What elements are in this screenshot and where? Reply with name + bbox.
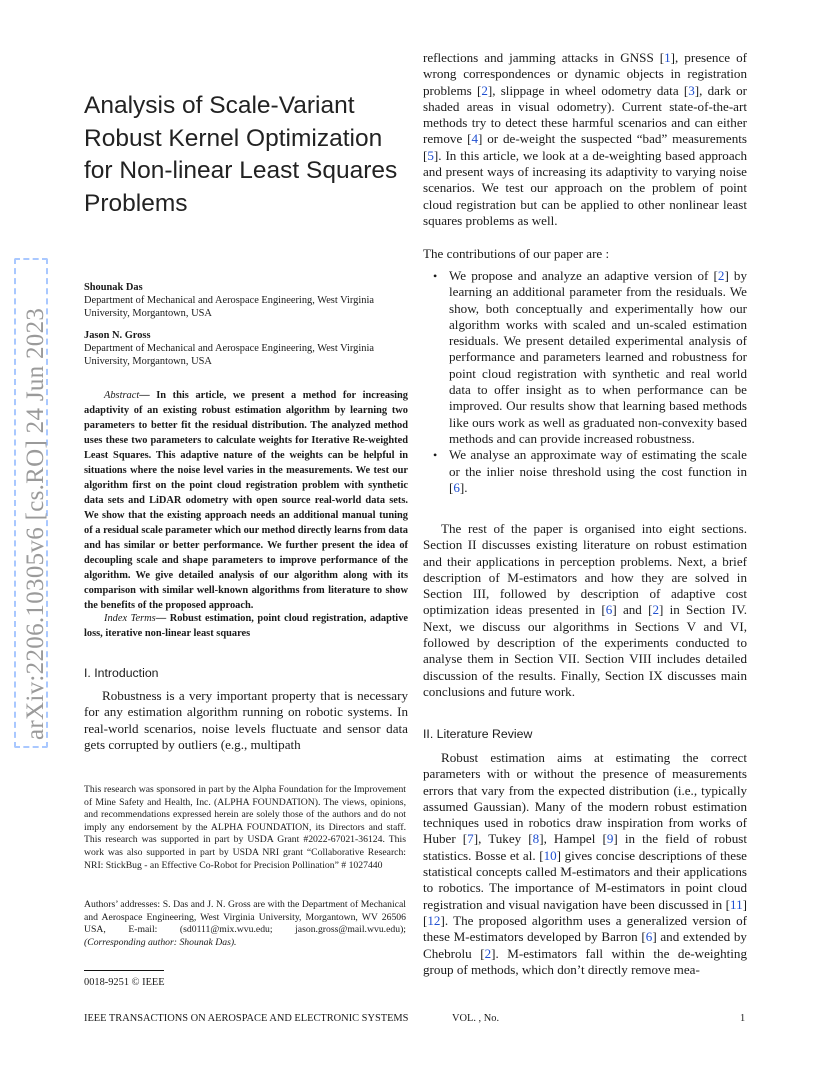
citation-link[interactable]: 6 [645,929,653,945]
citation-link[interactable]: 6 [605,602,613,618]
arxiv-stamp-text: arXiv:2206.10305v6 [cs.RO] 24 Jun 2023 [22,307,49,740]
author-name: Jason N. Gross [84,330,151,341]
intro-paragraph: Robustness is a very important property that is necessary for any estimation algorithm running on robotic systems. In real-world scenarios, noise levels fluctuate and sensor data gets corrupted by outliers (e.g., multipath [84,688,408,752]
citation-link[interactable]: 2 [481,82,488,98]
text-run: ] and [ [612,602,653,618]
citation-link[interactable]: 3 [688,82,695,98]
paper-organisation-paragraph [423,521,747,700]
text-run: ] or de-weight the suspected “bad” measurements [ [423,131,747,163]
text-run: ], presence of wrong correspondences or dynamic objects in registration problems [ [423,50,747,98]
text-run: ] [ [423,896,747,928]
citation-link[interactable]: 6 [453,479,460,495]
citation-link[interactable]: 2 [652,602,660,618]
text-run: reflections and jamming attacks in GNSS [ [423,50,665,65]
author-affiliation: Department of Mechanical and Aerospace Engineering, West Virginia University, Morgantown, USA [84,343,374,367]
section-heading-introduction: I. Introduction [84,666,159,680]
author-name: Shounak Das [84,282,143,293]
index-terms-dash: — [155,613,167,624]
literature-paragraph [423,750,747,978]
text-run: ] by learning an additional parameter from the residuals. We show, both conceptually and experimentally how our algorithm works with scaled and un-scaled estimation residuals. We present detailed experimental analysis of performance and parameters learned and robustness for point cloud registration with synthetic and real world data to offer insight as to when performance can be improved. Our results show that learning based methods like ours work as well as graduated non-convexity based methods and can provide increased robustness. [449,268,748,446]
paper-title: Analysis of Scale-Variant Robust Kernel Optimization for Non-linear Least Squares Problems [84,92,398,217]
citation-link[interactable]: 1 [664,50,671,65]
abstract-text: In this article, we present a method for increasing adaptivity of an existing robust estimation algorithm by learning two parameters to better fit the residual distribution. The analyzed method uses these two parameters to calculate weights for Iterative Re-weighted Least Squares. This adaptive nature of the weights can be helpful in situations where the noise level varies in the measurements. We test our algorithm first on the point cloud registration problem with synthetic data sets and LiDAR odometry with open source real-world data sets. We show that the existing approach needs an additional manual tuning of a residual scale parameter which our method directly learns from data and has similar or better performance. We further present the idea of decoupling scale and shape parameters to improve performance of the algorithm. We give detailed analysis of our algorithm along with its comparison with similar well-known algorithms from literature to show the benefits of the proposed approach. [84,390,408,611]
intro-continued-paragraph [423,50,747,229]
text-run: ] in Section IV. Next, we discuss our algorithms in Sections V and VI, followed by description of the experiments conducted to analyse them in Section VII. Section VIII includes detailed discussion of the results. Finally, Section IX discusses main conclusions and future work. [423,602,747,699]
citation-link[interactable]: 2 [717,268,725,283]
text-run: ]. [459,479,468,495]
text-run: ], Hampel [ [539,831,607,847]
citation-link[interactable]: 8 [532,831,540,847]
text-run: Robust estimation aims at estimating the correct parameters with or without the presence of measurements errors that vary from the expected distribution (i.e., typically assumed Gaussian). Many of the modern robust estimation techniques used in robotics draw inspiration from works of Huber [ [423,750,747,847]
arxiv-stamp[interactable] [22,262,52,742]
citation-link[interactable]: 5 [427,147,434,163]
abstract [84,388,408,613]
funding-footnote: This research was sponsored in part by the Alpha Foundation for the Improvement of Mine Safety and Health, Inc. (ALPHA FOUNDATION). The views, opinions, and recommendations expressed herein are solely those of the authors and do not imply any endorsement by the ALPHA FOUNDATION, its Directors and staff. This research was supported in part by USDA Grant #2022-67021-36124. This work was also supported in part by USDA NRI grant “Collaborative Research: NRI: StickBug - an Effective Co-Robot for Precision Pollination” # 1027440 [84,784,406,871]
footer-volume: VOL. , No. [452,1013,500,1024]
text-run: ]. The proposed algorithm uses a generalized version of these M-estimators developed by Barron [ [423,912,747,945]
list-item [423,268,747,447]
citation-link[interactable]: 9 [606,831,614,847]
index-terms-text: Robust estimation, point cloud registration, adaptive loss, iterative non-linear least squares [84,613,409,639]
text-run: The rest of the paper is organised into eight sections. Section II discusses existing literature on robust estimation and their applications in perception problems. Next, a brief description of M-estimators and how they are solved in Section III, followed by description of adaptive cost optimization ideas presented in [ [423,521,747,618]
index-terms-label: Index Terms [104,613,156,624]
text-run: We analyse an approximate way of estimating the scale or the inlier noise threshold using the cost function in [ [449,447,747,495]
copyright-line: 0018-9251 © IEEE [84,977,165,988]
citation-link[interactable]: 10 [543,847,557,863]
author-affiliation: Department of Mechanical and Aerospace Engineering, West Virginia University, Morgantown, USA [84,295,374,319]
text-run: ] gives concise descriptions of these statistical concepts called M-estimators and their applications to robotics. The importance of M-estimators in point cloud registration and visual navigation have been discussed in [ [423,847,747,912]
text-run: ], dark or shaded areas in visual odometry). Current state-of-the-art methods try to detect these harmful scenarios and can either remove [ [423,82,747,147]
text-run: ], slippage in wheel odometry data [ [487,82,689,98]
text-run: ]. In this article, we look at a de-weighting based approach and present ways of increasing its adaptivity to varying noise scenarios. We test our approach on the problem of point cloud registration but can be applied to other nonlinear least squares problems as well. [423,147,747,228]
citation-link[interactable]: 7 [467,831,474,847]
text-run: ]. M-estimators fall within the de-weighting group of methods, which don’t directly remove mea- [423,945,747,977]
text-run: ] and extended by Chebrolu [ [423,929,747,961]
corresponding-author: (Corresponding author: Shounak Das). [84,936,237,948]
text-run: ] in the field of robust statistics. Bosse et al. [ [423,831,747,863]
text-run: We propose and analyze an adaptive version of [ [449,268,718,283]
authors-address-footnote [84,899,406,949]
footer-page-number: 1 [740,1013,746,1024]
citation-link[interactable]: 12 [427,912,441,928]
author-block-1 [84,281,404,320]
citation-link[interactable]: 11 [730,896,743,912]
contributions-intro: The contributions of our paper are : [423,246,610,261]
text-run: ], Tukey [ [473,831,533,847]
index-terms [84,611,408,641]
abstract-label: Abstract [104,390,140,401]
abstract-dash: — [139,390,150,401]
contributions-list [423,268,747,496]
author-block-2 [84,329,404,368]
footnote-rule [84,970,164,971]
list-item [423,447,747,496]
citation-link[interactable]: 2 [484,945,492,961]
citation-link[interactable]: 4 [471,131,479,147]
footer-journal: IEEE TRANSACTIONS ON AEROSPACE AND ELECTRONIC SYSTEMS [84,1013,409,1024]
address-text: Authors’ addresses: S. Das and J. N. Gross are with the Department of Mechanical and Aerospace Engineering, West Virginia University, Morgantown, WV 26506 USA, E-mail: (sd0111@mix.wvu.edu; jason.gross@mail.wvu.edu); [84,899,406,936]
section-heading-literature-review: II. Literature Review [423,727,533,741]
